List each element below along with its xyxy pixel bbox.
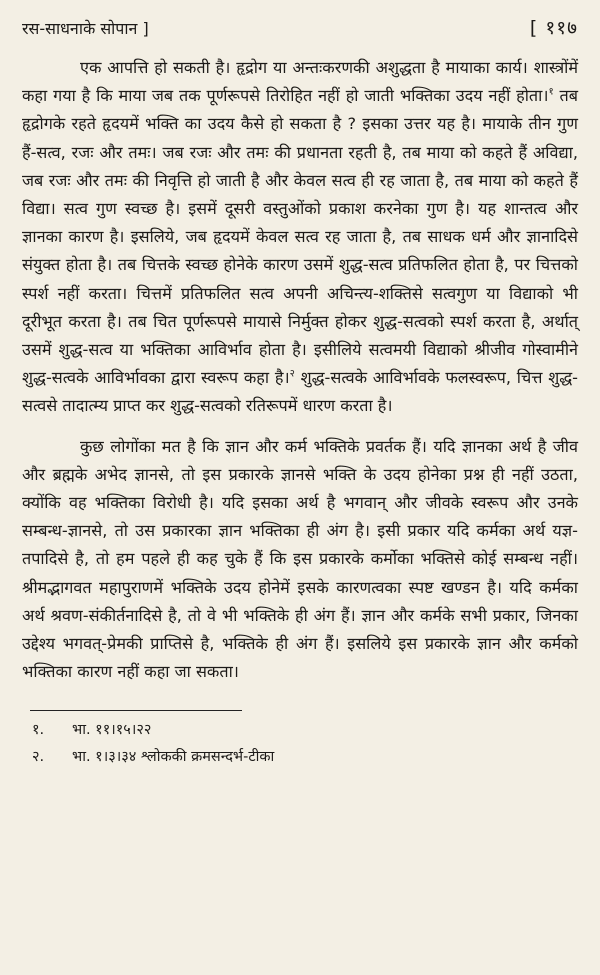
footnote-number: १. xyxy=(32,722,45,739)
paragraph-1-text-a: एक आपत्ति हो सकती है। हृद्रोग या अन्तःकरणकी अशुद्धता है मायाका कार्य। शास्त्रोंमें कहा गया है कि माया जब तक पूर्णरूपसे तिरोहित नहीं हो जाती भक्तिका उदय नहीं होता। xyxy=(22,58,578,106)
footnote-ref-2: २ xyxy=(289,368,295,380)
page-header xyxy=(22,14,578,44)
paragraph-1-text-c: शुद्ध-सत्वके आविर्भावके फलस्वरूप, चित्त शुद्ध-सत्वसे तादात्म्य प्राप्त कर शुद्ध-सत्वको रतिरूपमें धारण करता है। xyxy=(22,368,578,416)
page-number: [ ११७ xyxy=(529,17,578,39)
running-head: रस-साधनाके सोपान ] xyxy=(22,19,149,38)
footnote-2 xyxy=(32,744,578,771)
paragraph-1-text-b: तब हृद्रोगके रहते हृदयमें भक्ति का उदय कैसे हो सकता है ? इसका उत्तर यह है। मायाके तीन गुण हैं-सत्व, रजः और तमः। जब रजः और तमः की प्रधानता रहती है, तब माया को कहते हैं अविद्या, जब रजः और तमः की निवृत्ति हो जाती है और केवल सत्व ही रह जाता है, तब माया को कहते हैं विद्या। सत्व गुण स्वच्छ है। इसमें दूसरी वस्तुओंको प्रकाश करनेका गुण है। यह शान्तत्व और ज्ञानका कारण है। इसलिये, जब हृदयमें केवल सत्व रह जाता है, तब साधक धर्म और ज्ञानादिसे संयुक्त होता है। तब चित्तके स्वच्छ होनेके कारण उसमें शुद्ध-सत्व प्रतिफलित होता है, पर चित्तको स्पर्श नहीं करता। चित्तमें प्रतिफलित सत्व अपनी अचिन्त्य-शक्तिसे सत्वगुण या विद्याको भी दूरीभूत करता है। तब चित पूर्णरूपसे मायासे निर्मुक्त होकर शुद्ध-सत्वको स्पर्श करता है, अर्थात् उसमें शुद्ध-सत्व या भक्तिका आविर्भाव होता है। इसीलिये सत्वमयी विद्याको श्रीजीव गोस्वामीने शुद्ध-सत्वके आविर्भावका द्वारा स्वरूप कहा है। xyxy=(22,86,578,388)
paragraph-2: कुछ लोगोंका मत है कि ज्ञान और कर्म भक्तिके प्रवर्तक हैं। यदि ज्ञानका अर्थ है जीव और ब्रह्मके अभेद ज्ञानसे, तो इस प्रकारके ज्ञानसे भक्ति के उदय होनेका प्रश्न ही नहीं उठता, क्योंकि वह भक्तिका विरोधी है। यदि इसका अर्थ है भगवान् और जीवके स्वरूप और उनके सम्बन्ध-ज्ञानसे, तो उस प्रकारका ज्ञान भक्तिका ही अंग है। इसी प्रकार यदि कर्मका अर्थ यज्ञ-तपादिसे है, तो हम पहले ही कह चुके हैं कि इस प्रकारके कर्मोका भक्तिसे कोई सम्बन्ध नहीं। श्रीमद्भागवत महापुराणमें भक्तिके उदय होनेमें इसके कारणत्वका स्पष्ट खण्डन है। यदि कर्मका अर्थ श्रवण-संकीर्तनादिसे है, तो वे भी भक्तिके ही अंग हैं। ज्ञान और कर्मके सभी प्रकार, जिनका उद्देश्य भगवत्-प्रेमकी प्राप्तिसे है, भक्तिके ही अंग हैं। इसलिये इस प्रकारके ज्ञान और कर्मको भक्तिका कारण नहीं कहा जा सकता। xyxy=(22,436,578,682)
footnote-number: २. xyxy=(32,749,45,766)
body-text xyxy=(22,54,578,686)
footnote-rule xyxy=(30,710,242,711)
paragraph-1 xyxy=(22,54,578,421)
footnote-ref-1: १ xyxy=(548,86,554,98)
footnote-1 xyxy=(32,717,578,744)
footnote-text: भा. ११।१५।२२ xyxy=(72,722,152,739)
footnote-text: भा. १।३।३४ श्लोककी क्रमसन्दर्भ-टीका xyxy=(72,749,275,766)
footnotes xyxy=(22,717,578,771)
